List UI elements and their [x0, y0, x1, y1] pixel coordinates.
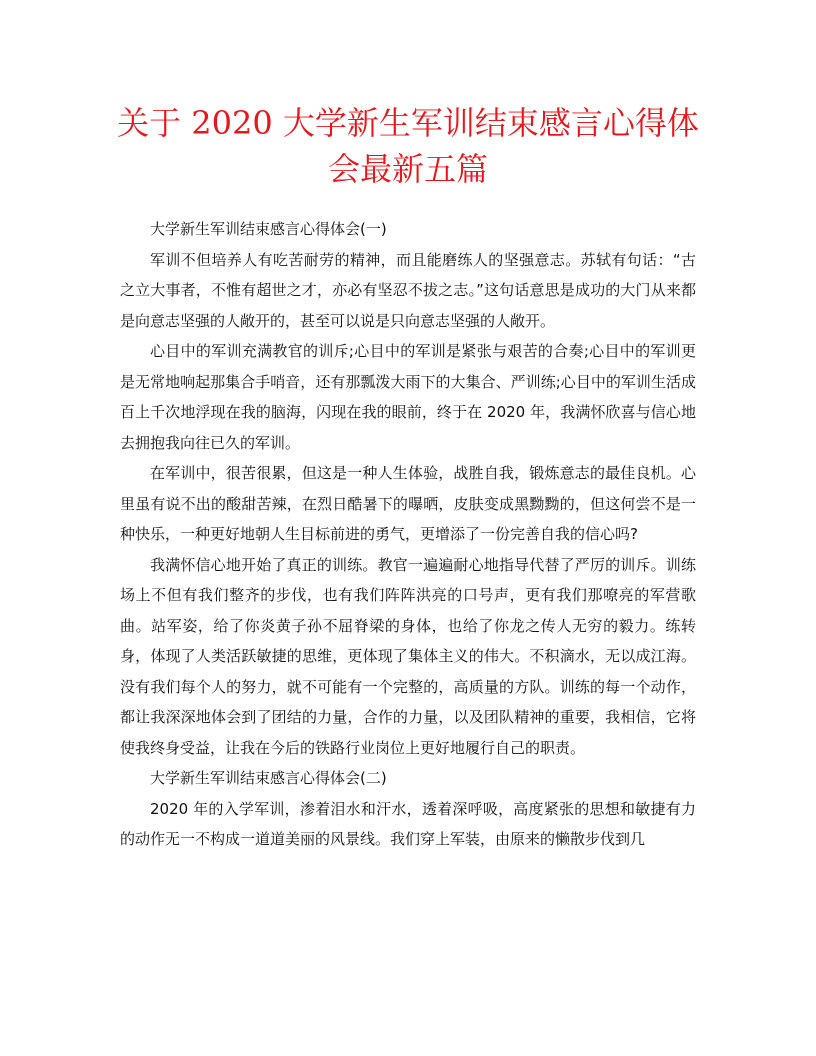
paragraph: 心目中的军训充满教官的训斥;心目中的军训是紧张与艰苦的合奏;心目中的军训更是无常地响起那集合手哨音，还有那瓢泼大雨下的大集合、严训练;心目中的军训生活成百上千次地浮现在我的脑海，闪现在我的眼前，终于在 2020 年，我满怀欣喜与信心地去拥抱我向往已久的军训。: [120, 342, 696, 452]
paragraph: 2020 年的入学军训，渗着泪水和汗水，透着深呼吸，高度紧张的思想和敏捷有力的动作无一不构成一道道美丽的风景线。我们穿上军装，由原来的懒散步伐到几: [120, 799, 696, 848]
paragraph: 在军训中，很苦很累，但这是一种人生体验，战胜自我，锻炼意志的最佳良机。心里虽有说不出的酸甜苦辣，在烈日酷暑下的曝晒，皮肤变成黑黝黝的，但这何尝不是一种快乐，一种更好地朝人生目标前进的勇气，更增添了一份完善自我的信心吗?: [120, 464, 696, 543]
section-heading: 大学新生军训结束感言心得体会(一): [150, 220, 387, 238]
document-title: [110, 100, 706, 192]
title-line-2: 会最新五篇: [327, 150, 488, 188]
title-line-1: 关于 2020 大学新生军训结束感言心得体: [117, 104, 699, 142]
paragraph: 军训不但培养人有吃苦耐劳的精神，而且能磨练人的坚强意志。苏轼有句话：“古之立大事者，不惟有超世之才，亦必有坚忍不拔之志。”这句话意思是成功的大门从来都是向意志坚强的人敞开的，甚至可以说是只向意志坚强的人敞开。: [120, 250, 696, 330]
section-heading: 大学新生军训结束感言心得体会(二): [150, 769, 387, 787]
paragraph: 我满怀信心地开始了真正的训练。教官一遍遍耐心地指导代替了严厉的训斥。训练场上不但有我们整齐的步伐，也有我们阵阵洪亮的口号声，更有我们那嘹亮的军营歌曲。站军姿，给了你炎黄子孙不屈脊梁的身体，也给了你龙之传人无穷的毅力。练转身，体现了人类活跃敏捷的思维，更体现了集体主义的伟大。不积滴水，无以成江海。没有我们每个人的努力，就不可能有一个完整的，高质量的方队。训练的每一个动作，都让我深深地体会到了团结的力量，合作的力量，以及团队精神的重要，我相信，它将使我终身受益，让我在今后的铁路行业岗位上更好地履行自己的职责。: [120, 555, 696, 757]
document-body: [120, 214, 696, 855]
